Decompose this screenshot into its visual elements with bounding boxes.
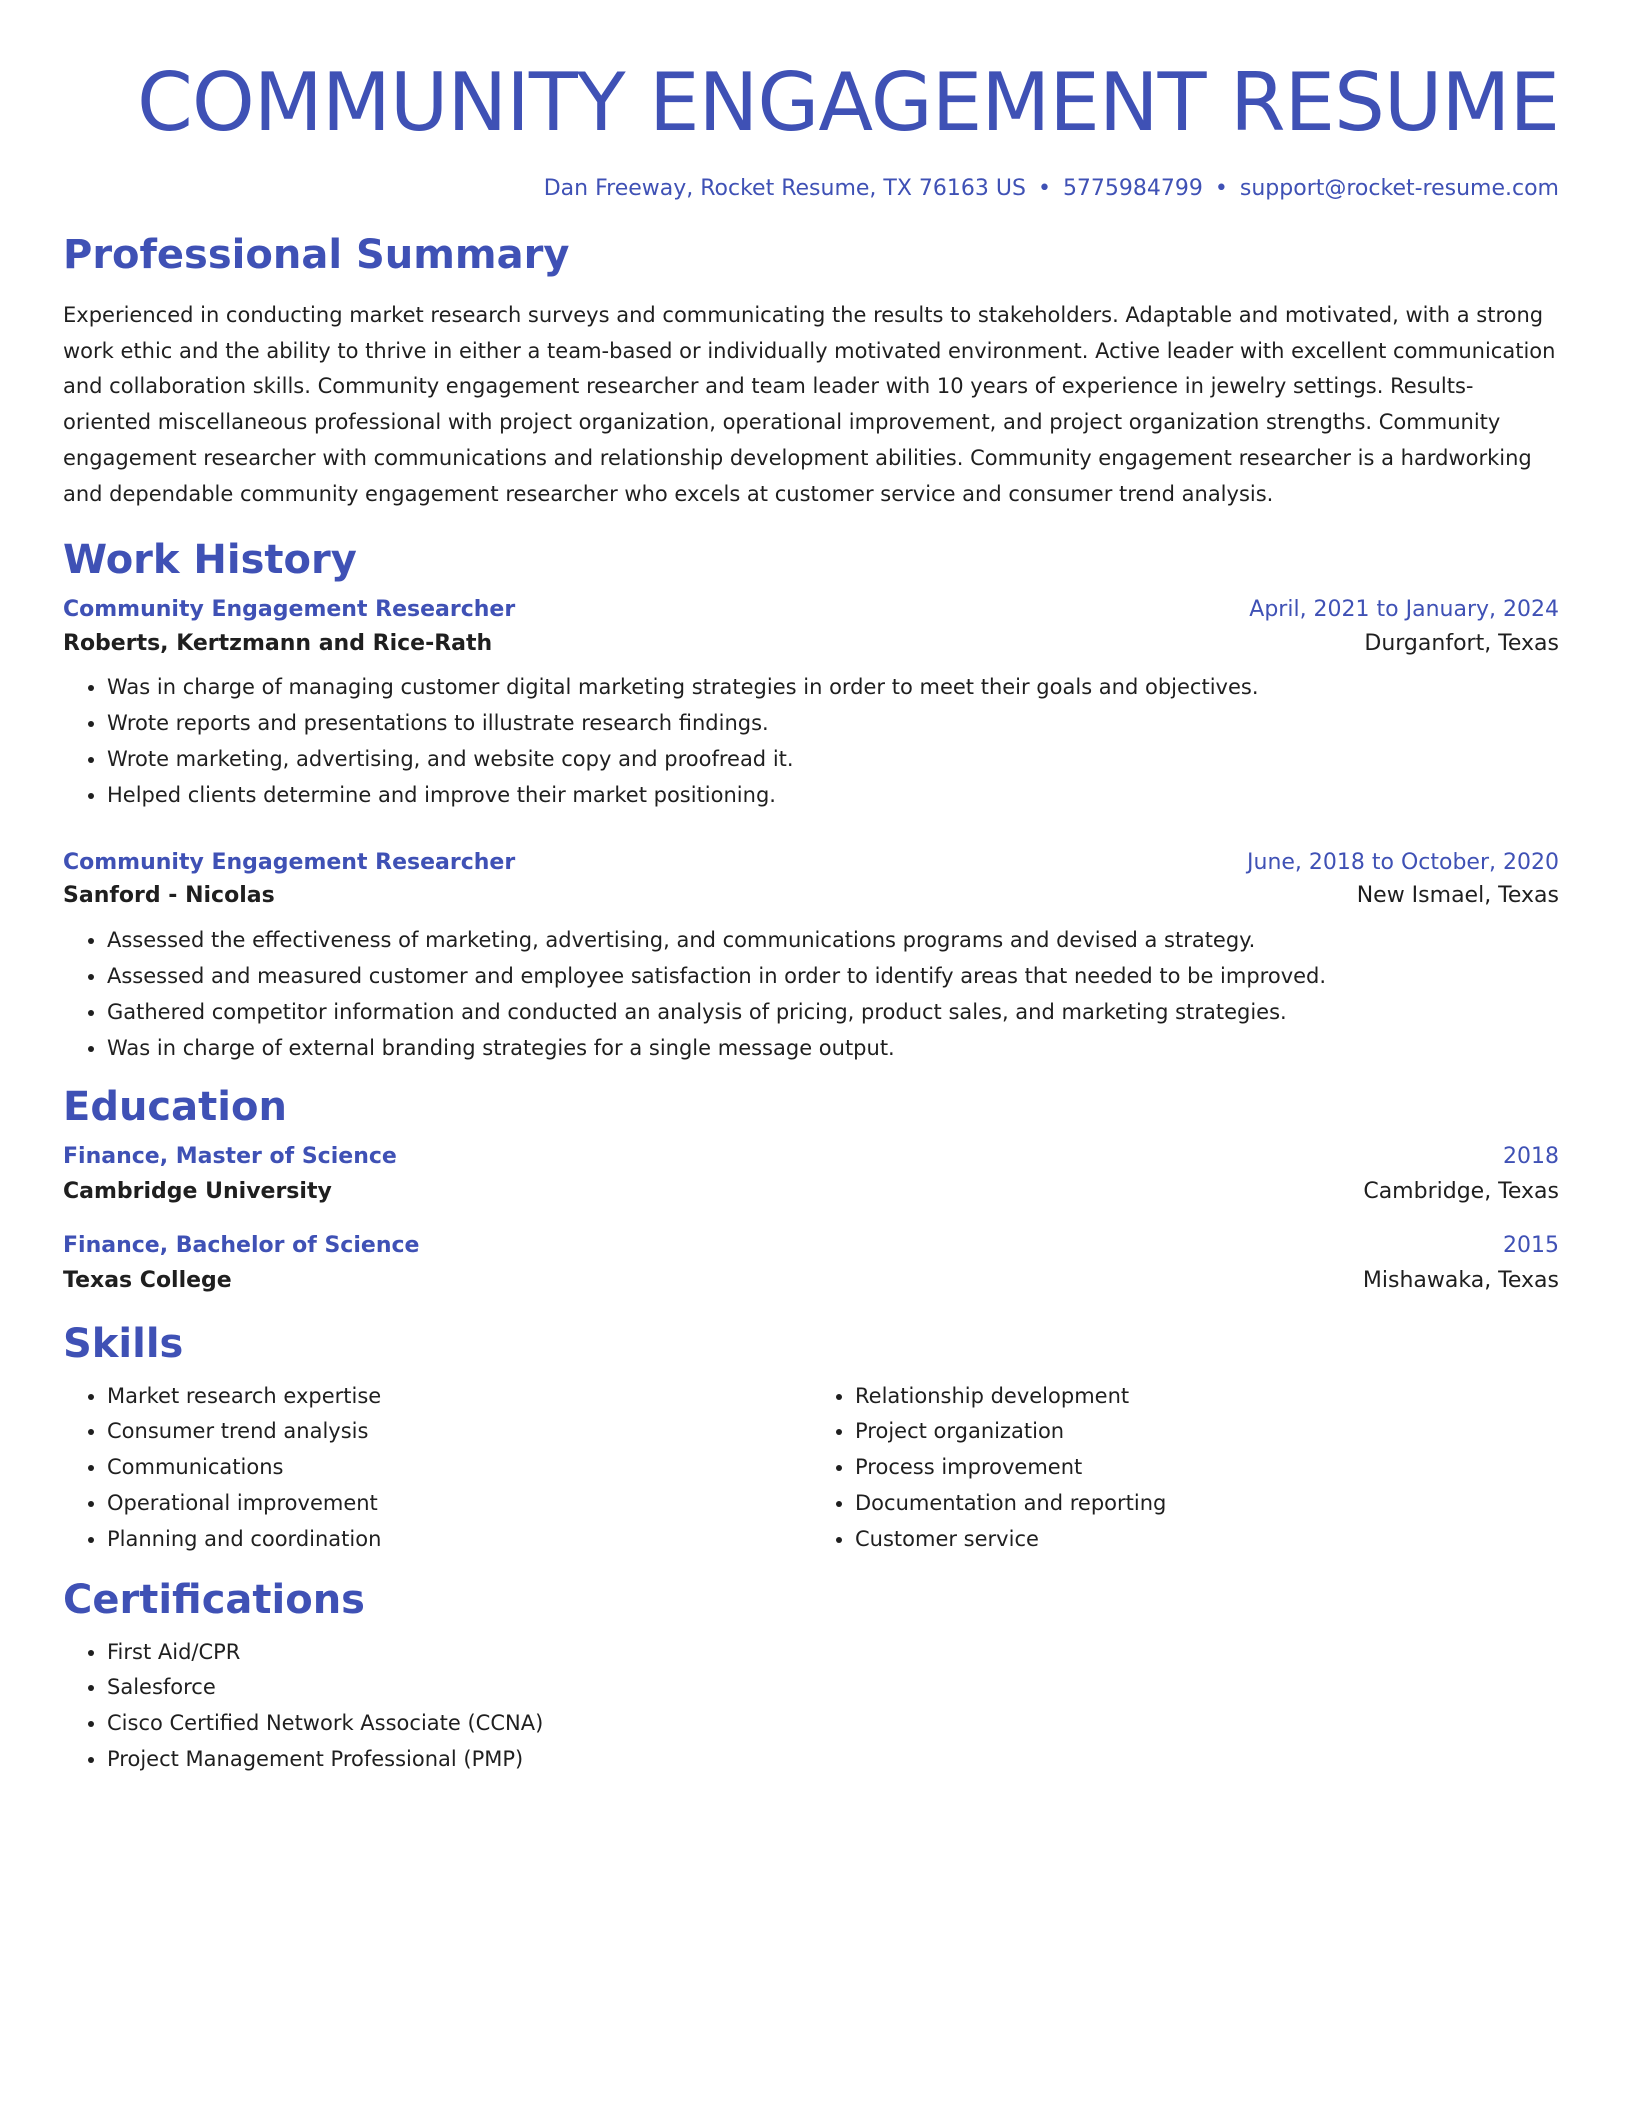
skills-list-right [811, 1379, 1559, 1558]
resume-page [63, 0, 1559, 1778]
job-header [63, 850, 1559, 875]
education-school: Texas College [63, 1267, 232, 1293]
work-history-heading: Work History [63, 537, 357, 584]
job-location: New Ismael, Texas [1356, 883, 1559, 909]
contact-address: Dan Freeway, Rocket Resume, TX 76163 US [543, 176, 1026, 201]
list-item: • Project organization [855, 1414, 1559, 1450]
list-item: • Gathered competitor information and conducted an analysis of pricing, product sales, and marketing strategies. [107, 995, 1559, 1031]
list-item: • Planning and coordination [107, 1522, 811, 1558]
list-item: • Relationship development [855, 1379, 1559, 1415]
list-item: • Helped clients determine and improve their market positioning. [107, 778, 1559, 814]
list-item: • Assessed the effectiveness of marketing, advertising, and communications programs and devised a strategy. [107, 923, 1559, 959]
education-subheader [63, 1268, 1559, 1293]
job-dates: April, 2021 to January, 2024 [1249, 597, 1559, 623]
education-location: Cambridge, Texas [1363, 1178, 1559, 1204]
list-item: • Cisco Certified Network Associate (CCNA) [107, 1706, 1559, 1742]
list-item: • Customer service [855, 1522, 1559, 1558]
list-item: • Was in charge of external branding strategies for a single message output. [107, 1031, 1559, 1067]
list-item: • Market research expertise [107, 1379, 811, 1415]
education-year: 2018 [1503, 1143, 1559, 1169]
contact-separator: • [1214, 176, 1228, 201]
job-entry [63, 597, 1559, 813]
list-item: • Project Management Professional (PMP) [107, 1742, 1559, 1778]
education-degree: Finance, Master of Science [63, 1143, 397, 1169]
education-subheader [63, 1179, 1559, 1204]
list-item: • Was in charge of managing customer digital marketing strategies in order to meet their goals and objectives. [107, 670, 1559, 706]
job-role: Community Engagement Researcher [63, 597, 516, 623]
contact-email: support@rocket-resume.com [1239, 176, 1559, 201]
job-entry [63, 850, 1559, 1066]
summary-text: Experienced in conducting market research surveys and communicating the results to stakeholders. Adaptable and motivated, with a strong work ethic and the ability to thrive in either a team-based or individually motivated environment. Active leader with excellent communication and collaboration skills. Community engagement researcher and team leader with 10 years of experience in jewelry settings. Results-oriented miscellaneous professional with project organization, operational improvement, and project organization strengths. Community engagement researcher with communications and relationship development abilities. Community engagement researcher is a hardworking and dependable community engagement researcher who excels at customer service and consumer trend analysis. [63, 303, 1556, 506]
list-item: • Wrote reports and presentations to illustrate research findings. [107, 706, 1559, 742]
job-bullets [63, 923, 1559, 1066]
education-location: Mishawaka, Texas [1362, 1267, 1559, 1293]
education-entry [63, 1144, 1559, 1204]
job-bullets [63, 670, 1559, 813]
job-company: Sanford - Nicolas [63, 883, 275, 909]
education-degree: Finance, Bachelor of Science [63, 1232, 420, 1258]
contact-line [63, 176, 1559, 201]
education-header [63, 1233, 1559, 1258]
job-dates: June, 2018 to October, 2020 [1247, 850, 1559, 876]
list-item: • Process improvement [855, 1450, 1559, 1486]
job-header [63, 597, 1559, 622]
skills-grid [63, 1379, 1559, 1558]
job-role: Community Engagement Researcher [63, 850, 516, 876]
summary-heading: Professional Summary [63, 232, 570, 278]
list-item: • Consumer trend analysis [107, 1414, 811, 1450]
certifications-list [63, 1635, 1559, 1778]
education-school: Cambridge University [63, 1178, 332, 1204]
education-header [63, 1144, 1559, 1169]
contact-phone: 5775984799 [1062, 176, 1203, 201]
job-subheader [63, 631, 1559, 656]
education-year: 2015 [1503, 1232, 1559, 1258]
education-entry [63, 1233, 1559, 1293]
list-item: • Operational improvement [107, 1486, 811, 1522]
list-item: • First Aid/CPR [107, 1635, 1559, 1671]
skills-heading: Skills [63, 1320, 184, 1367]
job-location: Durganfort, Texas [1364, 631, 1559, 657]
list-item: • Assessed and measured customer and employee satisfaction in order to identify areas that needed to be improved. [107, 959, 1559, 995]
list-item: • Wrote marketing, advertising, and website copy and proofread it. [107, 742, 1559, 778]
list-item: • Communications [107, 1450, 811, 1486]
certifications-heading: Certifications [63, 1576, 365, 1623]
resume-title: COMMUNITY ENGAGEMENT RESUME [136, 56, 1559, 149]
job-company: Roberts, Kertzmann and Rice-Rath [63, 631, 493, 657]
list-item: • Documentation and reporting [855, 1486, 1559, 1522]
job-subheader [63, 883, 1559, 908]
list-item: • Salesforce [107, 1670, 1559, 1706]
contact-separator: • [1037, 176, 1051, 201]
skills-list-left [63, 1379, 811, 1558]
education-heading: Education [63, 1083, 287, 1130]
